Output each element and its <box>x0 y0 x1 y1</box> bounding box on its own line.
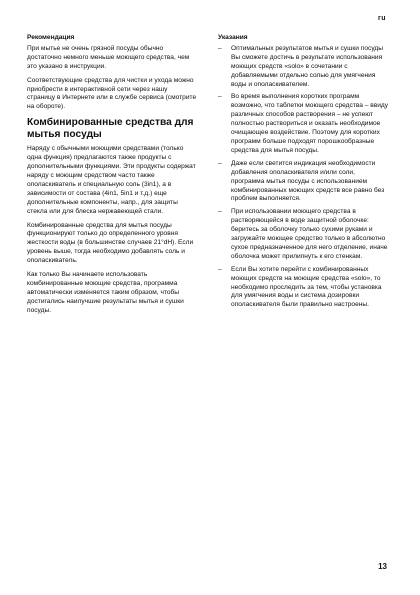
recommendation-paragraph: Соответствующие средства для чистки и ухода можно приобрести в интерактивной сети через нашу страницу в Интернете или в службе сервиса (смотрите на обороте). <box>27 76 197 111</box>
notes-heading: Указания <box>218 34 248 41</box>
section-paragraph: Наряду с обычными моющими средствами (только одна функция) предлагаются также продукты с дополнительными функциями. Эти продукты содержат наряду с моющим средством часто также ополаскиватель и специальную соль (3in1), а в зависимости от состава (4in1, 5in1 и т.д.) еще дополнительные компоненты, напр., для защиты стекла или для блеска нержавеющей стали. <box>27 145 196 215</box>
note-text: Даже если светится индикация необходимости добавления ополаскивателя и/или соли, программа мытья посуды с использованием комбинированных моющих средств все равно без проблем выполняется. <box>231 159 385 203</box>
bullet-dash-icon: – <box>218 265 222 273</box>
section-paragraph: Как только Вы начинаете использовать комбинированные моющие средства, программа автоматически изменяется таким образом, чтобы достигались наилучшие результаты мытья и сушки посуды. <box>27 271 184 314</box>
note-text: Во время выполнения коротких программ возможно, что таблетки моющего средства – ввиду различных способов растворения – не успеют полностью раствориться и оказать необходимое очищающее воздействие. Поэтому для коротких программ больше подходят порошкообразные средства для мытья посуды. <box>231 93 389 154</box>
language-code: ru <box>378 15 386 22</box>
recommendation-paragraph: При мытье не очень грязной посуды обычно достаточно немного меньше моющего средства, чем это указано в инструкции. <box>27 44 190 70</box>
bullet-dash-icon: – <box>218 208 222 216</box>
note-item <box>218 208 390 261</box>
page-number: 13 <box>378 562 387 571</box>
section-title: Комбинированные средства для мытья посуды <box>27 117 194 141</box>
note-text: Оптимальных результатов мытья и сушки посуды Вы сможете достичь в результате использования моющих средств «solo» в сочетании с добавляемыми отдельно солью для умягчения воды и ополаскивателем. <box>231 44 383 88</box>
section-paragraph: Комбинированные средства для мытья посуды функционируют только до определенного уровня жесткости воды (в большинстве случаев 21°dH). Если уровень выше, тогда необходимо добавлять соль и ополаскиватель. <box>27 221 194 265</box>
note-item <box>218 45 390 90</box>
note-item <box>218 93 390 155</box>
notes-list <box>218 45 390 310</box>
note-item <box>218 160 390 205</box>
bullet-dash-icon: – <box>218 159 222 167</box>
bullet-dash-icon: – <box>218 44 222 52</box>
left-column <box>27 34 197 321</box>
note-text: При использовании моющего средства в растворяющейся в воде защитной оболочке: беритесь за оболочку только сухими руками и загружайте моющее средство только в абсолютно сухое предназначенное для него отделение, иначе оболочка может прилипнуть к его стенкам. <box>231 208 388 260</box>
note-text: Если Вы хотите перейти с комбинированных моющих средств на моющие средства «solo», то необходимо проследить за тем, чтобы установка для умягчения воды и система дозировки ополаскивателя были правильно настроены. <box>231 265 382 309</box>
recommendation-heading: Рекомендация <box>27 34 75 41</box>
bullet-dash-icon: – <box>218 93 222 101</box>
right-column <box>218 34 390 314</box>
note-item <box>218 266 390 311</box>
